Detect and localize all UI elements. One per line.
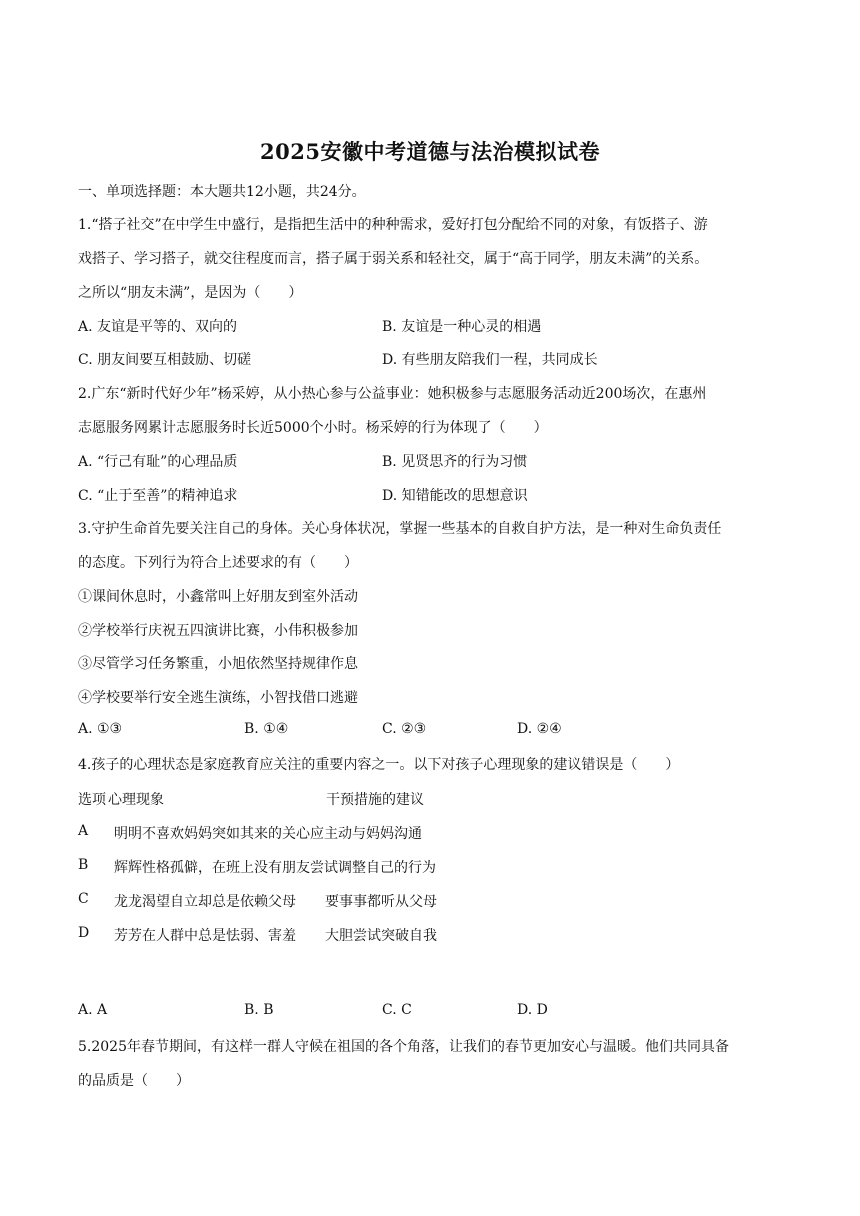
q2-option-b[interactable]: B. 见贤思齐的行为习惯 xyxy=(382,454,528,470)
q3-stem-line-1: 3.守护生命首先要关注自己的身体。关心身体状况，掌握一些基本的自救自护方法，是一种对生命负责任 xyxy=(78,521,722,537)
q4-option-a[interactable]: A. A xyxy=(78,1002,108,1018)
q2-option-c[interactable]: C. “止于至善”的精神追求 xyxy=(78,488,238,504)
q1-stem-line-2: 戏搭子、学习搭子，就交往程度而言，搭子属于弱关系和轻社交，属于“高于同学，朋友未满”的关系。 xyxy=(78,251,709,267)
q4-stem-line-1: 4.孩子的心理状态是家庭教育应关注的重要内容之一。以下对孩子心理现象的建议错误是（ ） xyxy=(78,757,680,773)
q4-row-phenomenon: 明明不喜欢妈妈突如其来的关心 xyxy=(114,826,310,842)
q5-stem-line-1: 5.2025年春节期间，有这样一群人守候在祖国的各个角落，让我们的春节更加安心与温暖。他们共同具备 xyxy=(78,1039,729,1055)
q3-statement-3: ③尽管学习任务繁重，小旭依然坚持规律作息 xyxy=(78,656,358,672)
q1-option-c[interactable]: C. 朋友间要互相鼓励、切磋 xyxy=(78,352,252,368)
exam-title: 2025安徽中考道德与法治模拟试卷 xyxy=(260,139,600,164)
q4-header-advice: 干预措施的建议 xyxy=(326,792,424,808)
q4-header-option: 选项 xyxy=(78,792,106,808)
q4-option-c[interactable]: C. C xyxy=(382,1002,412,1018)
q3-statement-1: ①课间休息时，小鑫常叫上好朋友到室外活动 xyxy=(78,589,358,605)
q3-stem-line-2: 的态度。下列行为符合上述要求的有（ ） xyxy=(78,555,358,571)
q4-row-advice: 要事事都听从父母 xyxy=(325,894,437,910)
q4-row-advice: 大胆尝试突破自我 xyxy=(325,928,437,944)
q4-row-phenomenon-advice xyxy=(114,857,436,877)
q3-option-a[interactable]: A. ①③ xyxy=(78,721,123,737)
q1-option-b[interactable]: B. 友谊是一种心灵的相遇 xyxy=(382,319,542,335)
q2-option-d[interactable]: D. 知错能改的思想意识 xyxy=(382,488,528,504)
q2-option-a[interactable]: A. “行己有耻”的心理品质 xyxy=(78,454,238,470)
q4-header-phenomenon: 心理现象 xyxy=(108,792,164,808)
q3-option-b[interactable]: B. ①④ xyxy=(244,721,289,737)
q1-stem-line-1: 1.“搭子社交”在中学生中盛行，是指把生活中的种种需求，爱好打包分配给不同的对象，有饭搭子、游 xyxy=(78,217,708,233)
q1-option-d[interactable]: D. 有些朋友陪我们一程，共同成长 xyxy=(382,352,598,368)
q4-row-phenomenon: 辉辉性格孤僻，在班上没有朋友 xyxy=(114,860,310,876)
q4-row-option: A xyxy=(78,823,89,839)
q4-row-option: C xyxy=(78,891,89,907)
q4-row-advice: 应主动与妈妈沟通 xyxy=(310,826,422,842)
q4-row-phenomenon: 芳芳在人群中总是怯弱、害羞 xyxy=(114,928,296,944)
q4-row-phenomenon: 龙龙渴望自立却总是依赖父母 xyxy=(114,894,296,910)
q1-option-a[interactable]: A. 友谊是平等的、双向的 xyxy=(78,319,238,335)
q4-row-phenomenon-advice xyxy=(114,823,422,843)
section-heading: 一、单项选择题：本大题共12小题，共24分。 xyxy=(78,184,366,200)
q2-stem-line-2: 志愿服务网累计志愿服务时长近5000个小时。杨采婷的行为体现了（ ） xyxy=(78,420,548,436)
q5-stem-line-2: 的品质是（ ） xyxy=(78,1073,190,1089)
q2-stem-line-1: 2.广东“新时代好少年”杨采婷，从小热心参与公益事业：她积极参与志愿服务活动近200场次，在惠州 xyxy=(78,386,707,402)
q1-stem-line-3: 之所以“朋友未满”，是因为（ ） xyxy=(78,285,303,301)
q3-option-c[interactable]: C. ②③ xyxy=(382,721,427,737)
q4-row-advice: 尝试调整自己的行为 xyxy=(310,860,436,876)
q4-row-option: D xyxy=(78,925,90,941)
q4-row-option: B xyxy=(78,857,89,873)
q3-statement-4: ④学校要举行安全逃生演练，小智找借口逃避 xyxy=(78,690,358,706)
q4-option-d[interactable]: D. D xyxy=(517,1002,548,1018)
q3-option-d[interactable]: D. ②④ xyxy=(517,721,562,737)
q3-statement-2: ②学校举行庆祝五四演讲比赛，小伟积极参加 xyxy=(78,623,358,639)
q4-option-b[interactable]: B. B xyxy=(244,1002,274,1018)
